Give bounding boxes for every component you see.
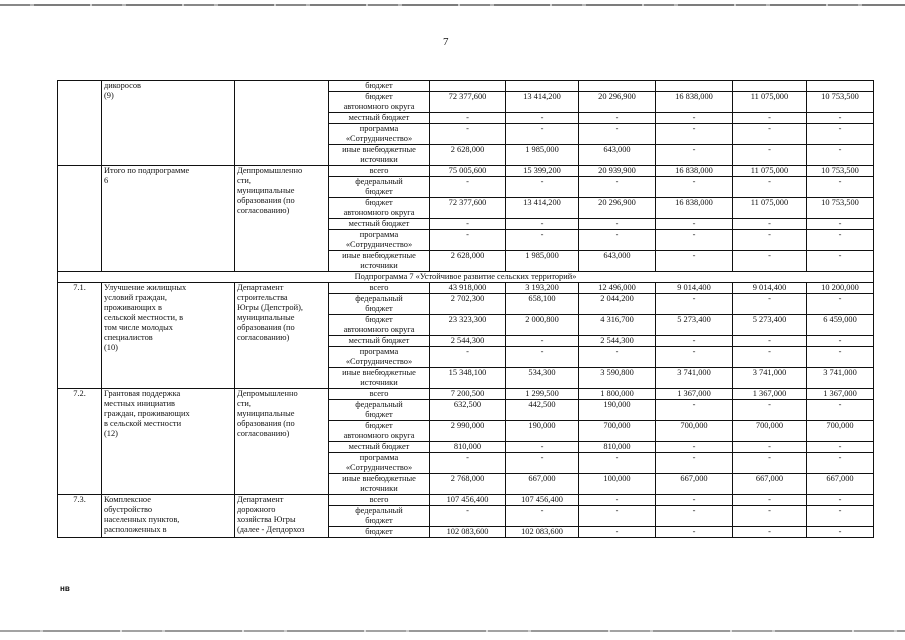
amount-cell: 72 377,600 [430,92,506,113]
item-executor: Департамент строительства Югры (Депстрой), муниципальные образования (по согласованию) [235,283,329,389]
amount-cell: 632,500 [430,400,506,421]
amount-cell: 13 414,200 [506,92,579,113]
amount-cell: - [579,219,656,230]
amount-cell: 1 985,000 [506,145,579,166]
amount-cell: 20 939,900 [579,166,656,177]
amount-cell: - [506,113,579,124]
budget-table [57,80,874,538]
amount-cell: 700,000 [733,421,807,442]
amount-cell: 10 200,000 [807,283,874,294]
amount-cell: - [807,347,874,368]
amount-cell: - [656,336,733,347]
amount-cell: 10 753,500 [807,198,874,219]
amount-cell: - [733,495,807,506]
amount-cell: 3 193,200 [506,283,579,294]
amount-cell: - [506,336,579,347]
amount-cell: - [656,177,733,198]
item-number: 7.3. [58,495,102,538]
amount-cell: - [656,495,733,506]
amount-cell: - [733,442,807,453]
item-name: Грантовая поддержка местных инициатив граждан, проживающих в сельской местности (12) [102,389,235,495]
funding-source: бюджет [329,81,430,92]
item-executor: Департамент дорожного хозяйства Югры (далее - Депдорхоз [235,495,329,538]
amount-cell: - [430,124,506,145]
amount-cell: - [430,177,506,198]
funding-source: программа «Сотрудничество» [329,124,430,145]
funding-source: федеральный бюджет [329,294,430,315]
amount-cell: 2 544,300 [579,336,656,347]
item-name: Улучшение жилищных условий граждан, проживающих в сельской местности, в том числе молодых специалистов (10) [102,283,235,389]
item-number [58,81,102,166]
amount-cell: 2 702,300 [430,294,506,315]
amount-cell: - [506,230,579,251]
funding-source: федеральный бюджет [329,506,430,527]
amount-cell: - [807,251,874,272]
amount-cell: - [656,145,733,166]
amount-cell: 667,000 [807,474,874,495]
amount-cell: - [430,113,506,124]
page-number: 7 [443,36,449,48]
amount-cell: 72 377,600 [430,198,506,219]
amount-cell: 667,000 [733,474,807,495]
item-number [58,166,102,272]
amount-cell: 1 985,000 [506,251,579,272]
amount-cell: 10 753,500 [807,92,874,113]
amount-cell: 15 399,200 [506,166,579,177]
amount-cell: - [807,230,874,251]
amount-cell: 10 753,500 [807,166,874,177]
amount-cell: - [733,251,807,272]
amount-cell: 20 296,900 [579,92,656,113]
amount-cell: - [807,527,874,538]
amount-cell: - [656,453,733,474]
subprogram-header-row [58,272,874,283]
amount-cell: 16 838,000 [656,166,733,177]
funding-source: федеральный бюджет [329,400,430,421]
amount-cell: 2 000,800 [506,315,579,336]
funding-source: всего [329,166,430,177]
amount-cell: - [656,219,733,230]
amount-cell: 700,000 [579,421,656,442]
amount-cell: 100,000 [579,474,656,495]
funding-source: бюджет автономного округа [329,315,430,336]
amount-cell: 2 768,000 [430,474,506,495]
amount-cell [656,81,733,92]
amount-cell: - [656,230,733,251]
funding-source: местный бюджет [329,336,430,347]
funding-source: иные внебюджетные источники [329,368,430,389]
funding-source: бюджет [329,527,430,538]
amount-cell: - [506,124,579,145]
amount-cell: 2 544,300 [430,336,506,347]
amount-cell: - [733,177,807,198]
amount-cell [579,81,656,92]
amount-cell: - [656,113,733,124]
amount-cell: 16 838,000 [656,92,733,113]
amount-cell: - [506,219,579,230]
amount-cell: - [733,230,807,251]
table-row [58,389,874,400]
amount-cell: 700,000 [656,421,733,442]
amount-cell: - [506,347,579,368]
amount-cell: - [807,113,874,124]
amount-cell: 9 014,400 [733,283,807,294]
amount-cell: 23 323,300 [430,315,506,336]
amount-cell: 442,500 [506,400,579,421]
amount-cell: - [656,251,733,272]
item-name: дикоросов (9) [102,81,235,166]
item-number: 7.2. [58,389,102,495]
funding-source: программа «Сотрудничество» [329,453,430,474]
amount-cell: - [733,113,807,124]
amount-cell: 1 367,000 [656,389,733,400]
amount-cell: - [430,219,506,230]
amount-cell: 643,000 [579,145,656,166]
amount-cell: - [506,506,579,527]
amount-cell: 3 741,000 [656,368,733,389]
amount-cell: - [506,442,579,453]
funding-source: федеральный бюджет [329,177,430,198]
amount-cell: 12 496,000 [579,283,656,294]
funding-source: местный бюджет [329,442,430,453]
amount-cell: 1 299,500 [506,389,579,400]
amount-cell: - [506,453,579,474]
amount-cell: 11 075,000 [733,92,807,113]
funding-source: бюджет автономного округа [329,198,430,219]
amount-cell: - [579,124,656,145]
amount-cell: - [807,495,874,506]
amount-cell: - [807,442,874,453]
amount-cell: - [807,400,874,421]
amount-cell [807,81,874,92]
amount-cell: - [430,506,506,527]
amount-cell: - [579,453,656,474]
amount-cell: 1 800,000 [579,389,656,400]
amount-cell: 3 741,000 [807,368,874,389]
amount-cell: 13 414,200 [506,198,579,219]
amount-cell: - [807,219,874,230]
item-executor: Депромышленно сти, муниципальные образования (по согласованию) [235,389,329,495]
amount-cell: 20 296,900 [579,198,656,219]
amount-cell: - [733,145,807,166]
scan-bottom-edge [0,630,905,632]
amount-cell: 5 273,400 [656,315,733,336]
amount-cell: 2 990,000 [430,421,506,442]
amount-cell: 102 083,600 [430,527,506,538]
amount-cell: 810,000 [430,442,506,453]
amount-cell: 667,000 [506,474,579,495]
amount-cell: - [733,400,807,421]
amount-cell: - [733,336,807,347]
amount-cell: - [807,336,874,347]
amount-cell: - [807,506,874,527]
amount-cell: - [579,177,656,198]
item-number: 7.1. [58,283,102,389]
amount-cell: 107 456,400 [506,495,579,506]
funding-source: программа «Сотрудничество» [329,347,430,368]
amount-cell: - [506,177,579,198]
amount-cell: - [807,145,874,166]
amount-cell: - [733,347,807,368]
amount-cell: - [579,527,656,538]
amount-cell: - [733,294,807,315]
amount-cell: - [807,294,874,315]
amount-cell: - [656,527,733,538]
funding-source: иные внебюджетные источники [329,474,430,495]
amount-cell: 534,300 [506,368,579,389]
amount-cell: 9 014,400 [656,283,733,294]
subprogram-title: Подпрограмма 7 «Устойчивое развитие сельских территорий» [58,272,874,283]
amount-cell [430,81,506,92]
amount-cell: - [579,506,656,527]
amount-cell: 75 005,600 [430,166,506,177]
scan-top-edge [0,4,905,6]
amount-cell: 43 918,000 [430,283,506,294]
amount-cell: 102 083,600 [506,527,579,538]
amount-cell: 107 456,400 [430,495,506,506]
amount-cell: - [733,506,807,527]
funding-source: всего [329,389,430,400]
amount-cell: - [656,506,733,527]
amount-cell: 658,100 [506,294,579,315]
amount-cell: 5 273,400 [733,315,807,336]
funding-source: программа «Сотрудничество» [329,230,430,251]
table-row [58,495,874,506]
amount-cell: 2 628,000 [430,145,506,166]
table-row [58,81,874,92]
amount-cell: 11 075,000 [733,166,807,177]
amount-cell: - [430,230,506,251]
amount-cell: - [733,453,807,474]
amount-cell: 16 838,000 [656,198,733,219]
amount-cell: 7 200,500 [430,389,506,400]
item-executor: Деппромышленно сти, муниципальные образования (по согласованию) [235,166,329,272]
amount-cell: 643,000 [579,251,656,272]
amount-cell: 190,000 [579,400,656,421]
amount-cell: 2 628,000 [430,251,506,272]
amount-cell: 190,000 [506,421,579,442]
funding-source: бюджет автономного округа [329,92,430,113]
funding-source: всего [329,283,430,294]
amount-cell: 11 075,000 [733,198,807,219]
amount-cell: - [656,442,733,453]
funding-source: бюджет автономного округа [329,421,430,442]
amount-cell: - [579,230,656,251]
amount-cell: - [807,177,874,198]
amount-cell: 700,000 [807,421,874,442]
amount-cell: 3 590,800 [579,368,656,389]
amount-cell: 3 741,000 [733,368,807,389]
funding-source: всего [329,495,430,506]
amount-cell: 667,000 [656,474,733,495]
amount-cell: 810,000 [579,442,656,453]
amount-cell: - [579,347,656,368]
amount-cell: - [656,124,733,145]
funding-source: местный бюджет [329,113,430,124]
amount-cell [733,81,807,92]
item-name: Итого по подпрограмме 6 [102,166,235,272]
amount-cell: 1 367,000 [807,389,874,400]
amount-cell: 15 348,100 [430,368,506,389]
amount-cell: - [733,124,807,145]
amount-cell: - [656,294,733,315]
amount-cell: 6 459,000 [807,315,874,336]
amount-cell: - [656,400,733,421]
funding-source: местный бюджет [329,219,430,230]
amount-cell: 2 044,200 [579,294,656,315]
funding-source: иные внебюджетные источники [329,251,430,272]
amount-cell [506,81,579,92]
amount-cell: - [579,495,656,506]
footer-mark: нв [60,584,70,593]
amount-cell: - [430,453,506,474]
amount-cell: - [807,453,874,474]
item-executor [235,81,329,166]
amount-cell: - [430,347,506,368]
amount-cell: 4 316,700 [579,315,656,336]
amount-cell: - [807,124,874,145]
amount-cell: - [733,527,807,538]
table-row [58,166,874,177]
amount-cell: - [733,219,807,230]
amount-cell: - [656,347,733,368]
funding-source: иные внебюджетные источники [329,145,430,166]
table-row [58,283,874,294]
amount-cell: 1 367,000 [733,389,807,400]
item-name: Комплексное обустройство населенных пунктов, расположенных в [102,495,235,538]
amount-cell: - [579,113,656,124]
